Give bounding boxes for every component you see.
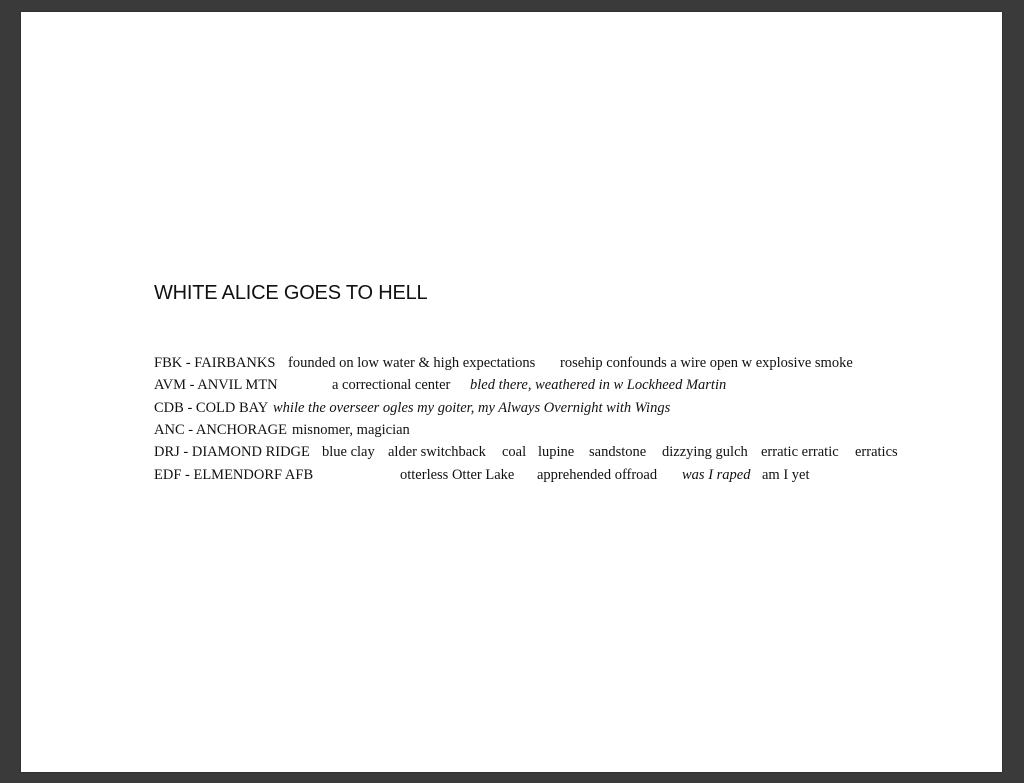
station-code: DRJ - DIAMOND RIDGE: [154, 444, 310, 460]
station-code: FBK - FAIRBANKS: [154, 355, 276, 371]
phrase: a correctional center: [332, 377, 451, 393]
phrase: erratics: [855, 444, 898, 460]
phrase: sandstone: [589, 444, 647, 460]
phrase-italic: bled there, weathered in w Lockheed Martin: [470, 377, 727, 393]
phrase: alder switchback: [388, 444, 486, 460]
phrase: blue clay: [322, 444, 375, 460]
phrase: coal: [502, 444, 527, 460]
phrase: misnomer, magician: [292, 422, 410, 438]
phrase: lupine: [538, 444, 575, 460]
phrase: dizzying gulch: [662, 444, 748, 460]
station-code: EDF - ELMENDORF AFB: [154, 467, 314, 483]
station-code: ANC - ANCHORAGE: [154, 422, 287, 438]
phrase: rosehip confounds a wire open w explosive smoke: [560, 355, 853, 371]
station-code: AVM - ANVIL MTN: [154, 377, 278, 393]
phrase-italic: was I raped: [682, 467, 751, 483]
phrase: founded on low water & high expectations: [288, 355, 536, 371]
phrase: erratic erratic: [761, 444, 839, 460]
phrase: apprehended offroad: [537, 467, 658, 483]
poem-title: WHITE ALICE GOES TO HELL: [154, 282, 428, 304]
phrase: otterless Otter Lake: [400, 467, 515, 483]
station-code: CDB - COLD BAY: [154, 400, 269, 416]
phrase: am I yet: [762, 467, 810, 483]
phrase-italic: while the overseer ogles my goiter, my Always Overnight with Wings: [273, 400, 671, 416]
document-page: [21, 12, 1002, 772]
